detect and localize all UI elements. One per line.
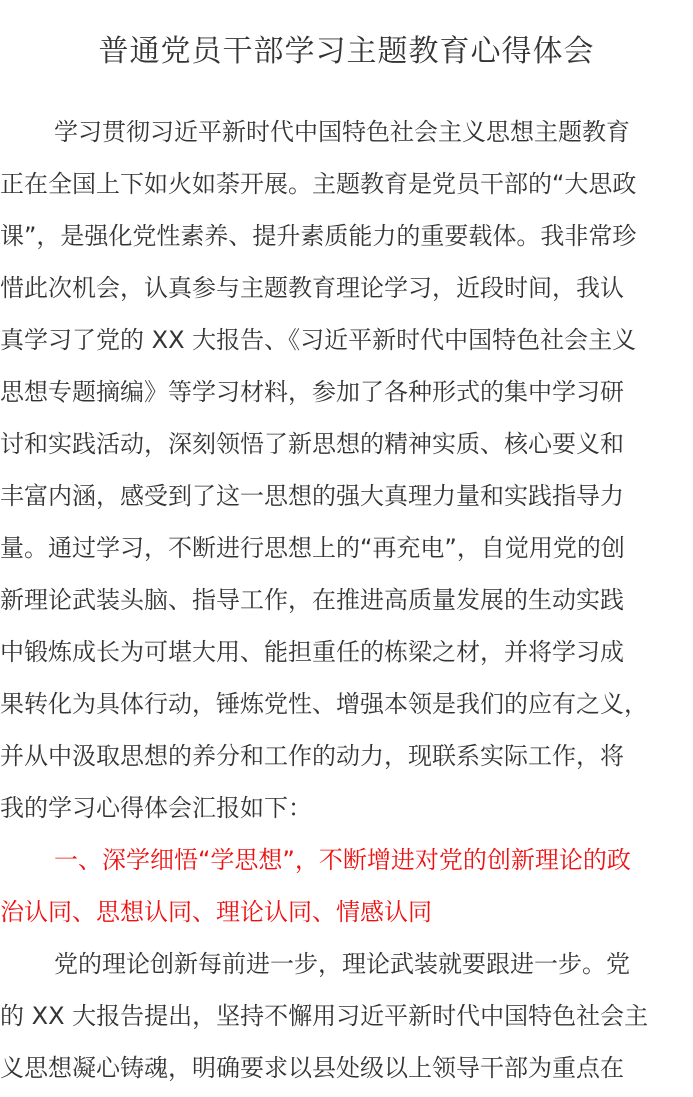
paragraph-1-line-8: 丰富内涵，感受到了这一思想的强大真理力量和实践指导力: [0, 482, 624, 510]
paragraph-1-line-5: 真学习了党的 XX 大报告、《习近平新时代中国特色社会主义: [0, 326, 637, 354]
paragraph-1-line-1: 学习贯彻习近平新时代中国特色社会主义思想主题教育: [54, 118, 630, 146]
paragraph-2-line-3: 义思想凝心铸魂，明确要求以县处级以上领导干部为重点在: [0, 1054, 624, 1082]
paragraph-1-line-6: 思想专题摘编》等学习材料，参加了各种形式的集中学习研: [0, 378, 624, 406]
paragraph-1-line-11: 中锻炼成长为可堪大用、能担重任的栋梁之材，并将学习成: [0, 638, 624, 666]
paragraph-2-line-2: 的 XX 大报告提出，坚持不懈用习近平新时代中国特色社会主: [0, 1002, 649, 1030]
paragraph-1-line-7: 讨和实践活动，深刻领悟了新思想的精神实质、核心要义和: [0, 430, 624, 458]
paragraph-1-line-12: 果转化为具体行动，锤炼党性、增强本领是我们的应有之义，: [0, 690, 648, 718]
paragraph-1-line-3: 课”，是强化党性素养、提升素质能力的重要载体。我非常珍: [0, 222, 637, 250]
document-body: [0, 106, 693, 1094]
paragraph-1-line-10: 新理论武装头脑、指导工作，在推进高质量发展的生动实践: [0, 586, 624, 614]
paragraph-1-line-4: 惜此次机会，认真参与主题教育理论学习，近段时间，我认: [0, 274, 624, 302]
paragraph-1-line-14: 我的学习心得体会汇报如下：: [0, 794, 312, 822]
paragraph-1-line-2: 正在全国上下如火如荼开展。主题教育是党员干部的“大思政: [0, 170, 637, 198]
section-heading-1-line-1: 一、深学细悟“学思想”，不断增进对党的创新理论的政: [54, 846, 631, 874]
document-title: 普通党员干部学习主题教育心得体会: [98, 34, 595, 69]
paragraph-1-line-9: 量。通过学习，不断进行思想上的“再充电”，自觉用党的创: [0, 534, 625, 562]
section-heading-1-line-2: 治认同、思想认同、理论认同、情感认同: [0, 898, 432, 926]
paragraph-2-line-1: 党的理论创新每前进一步，理论武装就要跟进一步。党: [54, 950, 630, 978]
paragraph-1-line-13: 并从中汲取思想的养分和工作的动力，现联系实际工作，将: [0, 742, 624, 770]
